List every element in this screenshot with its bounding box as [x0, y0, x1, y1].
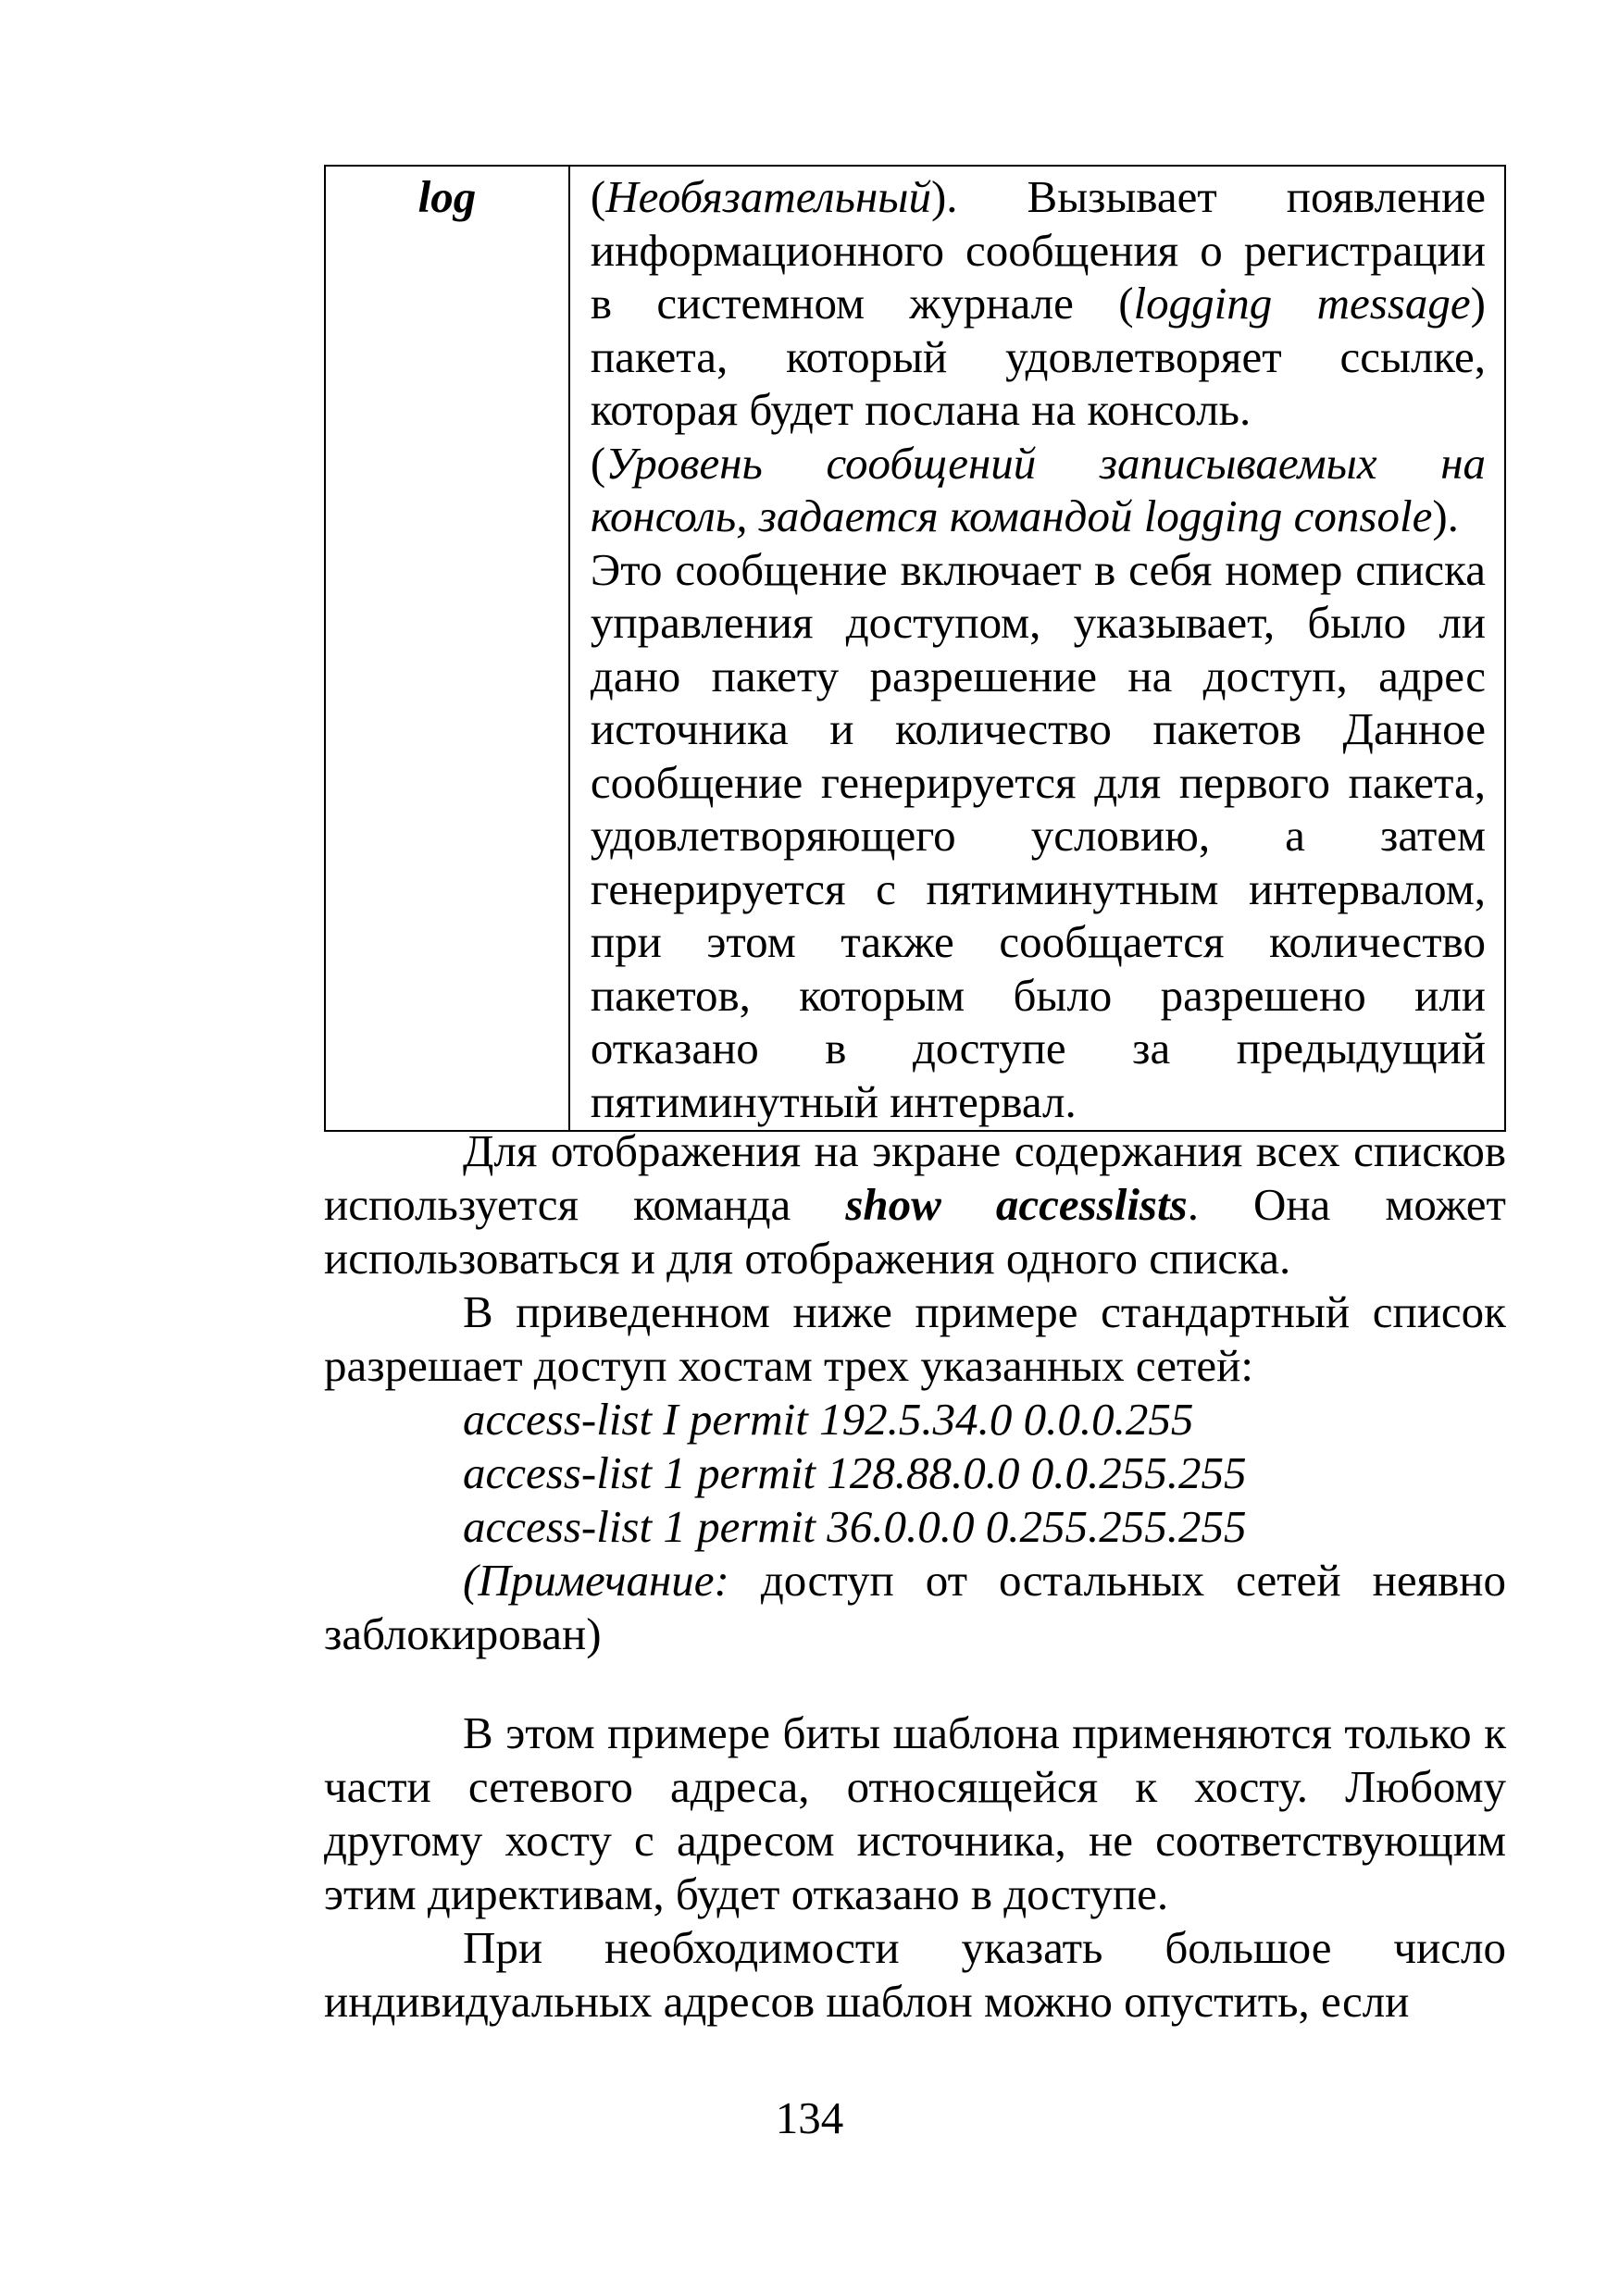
paragraph: При необходимости указать большое число индивидуальных адресов шаблон можно опустить, если [324, 1922, 1506, 2027]
parameter-name: log [325, 166, 569, 1131]
paragraph [324, 1124, 1506, 1285]
description-text: ) пакета, который удовлетворяет ссылке, которая будет послана на консоль. [590, 278, 1486, 435]
description-paragraph [591, 437, 1486, 543]
body-text-block [324, 1706, 1506, 2029]
paragraph: В этом примере биты шаблона применяются только к части сетевого адреса, относящейся к хосту. Любому другому хосту с адресом источника, не соответствующим этим директивам, будет отказано в доступе. [324, 1707, 1506, 1919]
term-logging-message: logging message [1133, 278, 1471, 329]
body-text-block [324, 1124, 1506, 1661]
code-line: access-list 1 permit 36.0.0.0 0.255.255.255 [463, 1501, 1247, 1552]
note-text: доступ от остальных сетей неявно заблокирован) [324, 1555, 1506, 1659]
paragraph-text: Для отображения на экране содержания всех списков используется команда [324, 1125, 1506, 1230]
paragraph: В приведенном ниже примере стандартный список разрешает доступ хостам трех указанных сетей: [324, 1286, 1506, 1391]
description-paragraph: Это сообщение включает в себя номер списка управления доступом, указывает, было ли дано пакету разрешение на доступ, адрес источника и количество пакетов Данное сообщение генерируется для первого пакета, удовлетворяющего условию, а затем генерируется с пятиминутным интервалом, при этом также сообщается количество пакетов, которым было разрешено или отказано в доступе за предыдущий пятиминутный интервал. [590, 543, 1486, 1127]
table-row [325, 166, 1505, 1131]
code-line: access-list I permit 192.5.34.0 0.0.0.255 [463, 1394, 1194, 1445]
optional-label: Необязательный [605, 171, 931, 222]
paren-open: ( [590, 437, 606, 489]
paren-close: ). [1432, 490, 1459, 541]
paragraph-text: . Она может использоваться и для отображения одного списка. [324, 1179, 1506, 1284]
page-number: 134 [775, 2092, 844, 2143]
description-paragraph: (Необязательный). Вызывает появление информационного сообщения о регистрации в системном журнале (logging message) пакета, который удовлетворяет ссылке, которая будет послана на консоль. [590, 171, 1486, 435]
console-level-note: Уровень сообщений записываемых на консоль, задается командой logging console [590, 437, 1486, 541]
command-show-accesslists: show accesslists [845, 1179, 1188, 1230]
parameter-description [569, 166, 1505, 1131]
note-paragraph [324, 1554, 1506, 1661]
code-line: access-list 1 permit 128.88.0.0 0.0.255.255 [463, 1447, 1247, 1498]
parameter-table [324, 165, 1506, 1132]
description-text: . Вызывает появление информационного сообщения о регистрации в системном журнале ( [590, 171, 1486, 329]
note-label: (Примечание: [463, 1555, 729, 1606]
